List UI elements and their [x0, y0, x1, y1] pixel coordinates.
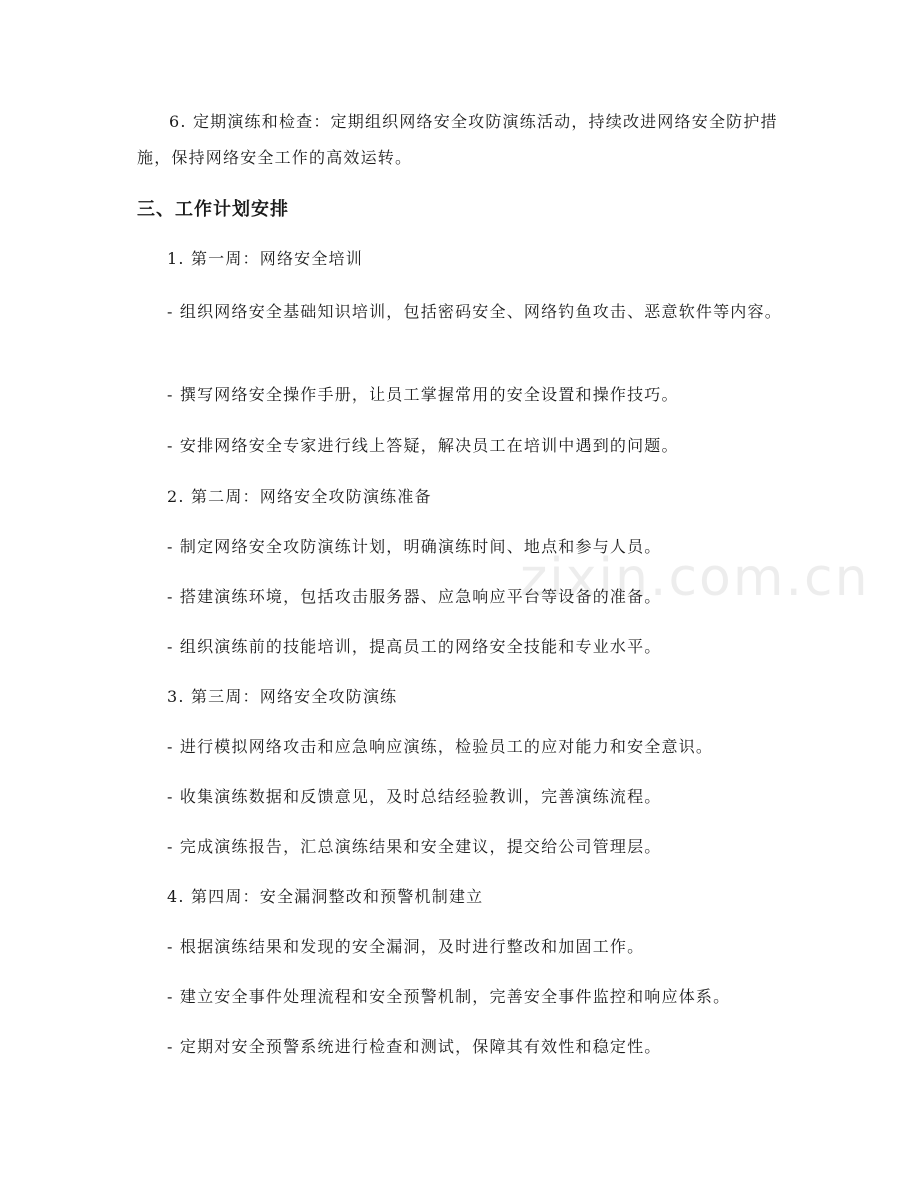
list-item: - 组织网络安全基础知识培训，包括密码安全、网络钓鱼攻击、恶意软件等内容。	[167, 302, 782, 321]
list-item: - 定期对安全预警系统进行检查和测试，保障其有效性和稳定性。	[167, 1037, 662, 1056]
list-item: - 安排网络安全专家进行线上答疑，解决员工在培训中遇到的问题。	[167, 436, 679, 455]
week-1-title: 1. 第一周：网络安全培训	[167, 249, 363, 268]
section-heading: 三、工作计划安排	[137, 199, 289, 220]
list-item: - 完成演练报告，汇总演练结果和安全建议，提交给公司管理层。	[167, 837, 662, 856]
list-item: - 撰写网络安全操作手册，让员工掌握常用的安全设置和操作技巧。	[167, 385, 679, 404]
list-item: - 组织演练前的技能培训，提高员工的网络安全技能和专业水平。	[167, 637, 662, 656]
list-item: - 建立安全事件处理流程和安全预警机制，完善安全事件监控和响应体系。	[167, 987, 731, 1006]
week-4-title: 4. 第四周：安全漏洞整改和预警机制建立	[167, 887, 484, 906]
list-item: - 制定网络安全攻防演练计划，明确演练时间、地点和参与人员。	[167, 537, 662, 556]
watermark: zixin.com.cn	[520, 548, 870, 608]
week-3-title: 3. 第三周：网络安全攻防演练	[167, 687, 398, 706]
list-item: - 收集演练数据和反馈意见，及时总结经验教训，完善演练流程。	[167, 787, 662, 806]
week-2-title: 2. 第二周：网络安全攻防演练准备	[167, 487, 432, 506]
list-item: - 根据演练结果和发现的安全漏洞，及时进行整改和加固工作。	[167, 937, 645, 956]
list-item: - 搭建演练环境，包括攻击服务器、应急响应平台等设备的准备。	[167, 587, 662, 606]
list-item: - 进行模拟网络攻击和应急响应演练，检验员工的应对能力和安全意识。	[167, 737, 714, 756]
paragraph-section-6: 6. 定期演练和检查：定期组织网络安全攻防演练活动，持续改进网络安全防护措施，保持网络安全工作的高效运转。	[137, 112, 778, 167]
